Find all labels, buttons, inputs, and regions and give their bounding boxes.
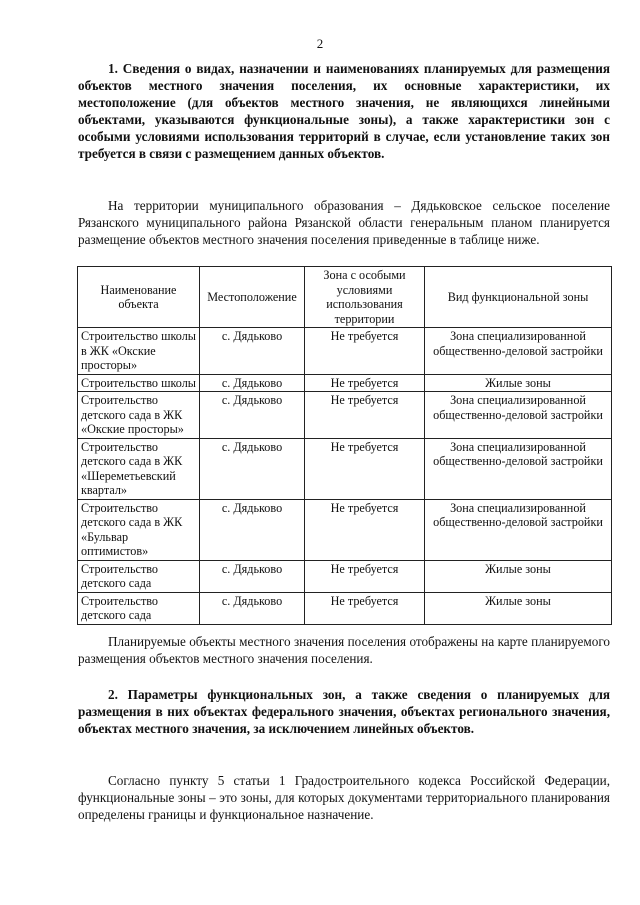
functional-zone-text: Зона специализированной общественно-деловой застройки [433,439,603,468]
page-number: 2 [316,36,324,51]
header-special-zone: Зона с особыми условиями использования территории [305,267,425,328]
cell-functional-zone [425,374,612,392]
cell-special-zone: Не требуется [305,328,425,375]
table-header-row [78,267,612,328]
functional-zone-text: Зона специализированной общественно-деловой застройки [433,500,603,529]
section2-body: Согласно пункту 5 статьи 1 Градостроительного кодекса Российской Федерации, функциональные зоны – это зоны, для которых документами территориального планирования определены границы и функциональное назначение. [78,773,610,822]
header-object-name: Наименование объекта [78,267,200,328]
table-row [78,592,612,624]
cell-object-name: Строительство школы [78,374,200,392]
table-row [78,499,612,560]
cell-object-name: Строительство детского сада [78,560,200,592]
cell-object-name: Строительство детского сада в ЖК «Окские просторы» [78,392,200,439]
cell-functional-zone [425,328,612,375]
cell-location: с. Дядьково [200,392,305,439]
cell-special-zone: Не требуется [305,560,425,592]
cell-special-zone: Не требуется [305,499,425,560]
functional-zone-text: Жилые зоны [485,561,551,576]
table-row [78,438,612,499]
section1-heading: 1. Сведения о видах, назначении и наименованиях планируемых для размещения объектов местного значения поселения, их основные характеристики, их местоположение (для объектов местного значения, не являющихся линейными объектами, указываются функциональные зоны), а также характеристики зон с особыми условиями использования территорий в случае, если установление таких зон требуется в связи с размещением данных объектов. [78,61,610,161]
header-location: Местоположение [200,267,305,328]
table-row [78,374,612,392]
cell-object-name: Строительство детского сада [78,592,200,624]
functional-zone-text: Зона специализированной общественно-деловой застройки [433,393,603,422]
functional-zone-text: Зона специализированной общественно-деловой застройки [433,329,603,358]
cell-location: с. Дядьково [200,374,305,392]
cell-location: с. Дядьково [200,499,305,560]
after-table-note: Планируемые объекты местного значения поселения отображены на карте планируемого размещения объектов местного значения поселения. [78,634,610,666]
functional-zone-text: Жилые зоны [485,593,551,608]
table-row [78,392,612,439]
table-row [78,560,612,592]
cell-object-name: Строительство школы в ЖК «Окские просторы» [78,328,200,375]
cell-functional-zone [425,592,612,624]
planned-objects-table [77,266,612,625]
cell-special-zone: Не требуется [305,592,425,624]
table-row [78,328,612,375]
cell-special-zone: Не требуется [305,438,425,499]
cell-functional-zone [425,499,612,560]
cell-location: с. Дядьково [200,438,305,499]
cell-object-name: Строительство детского сада в ЖК «Шереметьевский квартал» [78,438,200,499]
cell-special-zone: Не требуется [305,374,425,392]
cell-functional-zone [425,560,612,592]
header-functional-zone: Вид функциональной зоны [425,267,612,328]
cell-special-zone: Не требуется [305,392,425,439]
cell-object-name: Строительство детского сада в ЖК «Бульвар оптимистов» [78,499,200,560]
section1-intro: На территории муниципального образования – Дядьковское сельское поселение Рязанского муниципального района Рязанской области генеральным планом планируется размещение объектов местного значения поселения приведенные в таблице ниже. [78,198,610,247]
cell-functional-zone [425,438,612,499]
functional-zone-text: Жилые зоны [485,375,551,390]
cell-location: с. Дядьково [200,328,305,375]
cell-location: с. Дядьково [200,592,305,624]
section2-heading: 2. Параметры функциональных зон, а также сведения о планируемых для размещения в них объектах федерального значения, объектах регионального значения, объектах местного значения, за исключением линейных объектов. [78,687,610,736]
cell-location: с. Дядьково [200,560,305,592]
cell-functional-zone [425,392,612,439]
